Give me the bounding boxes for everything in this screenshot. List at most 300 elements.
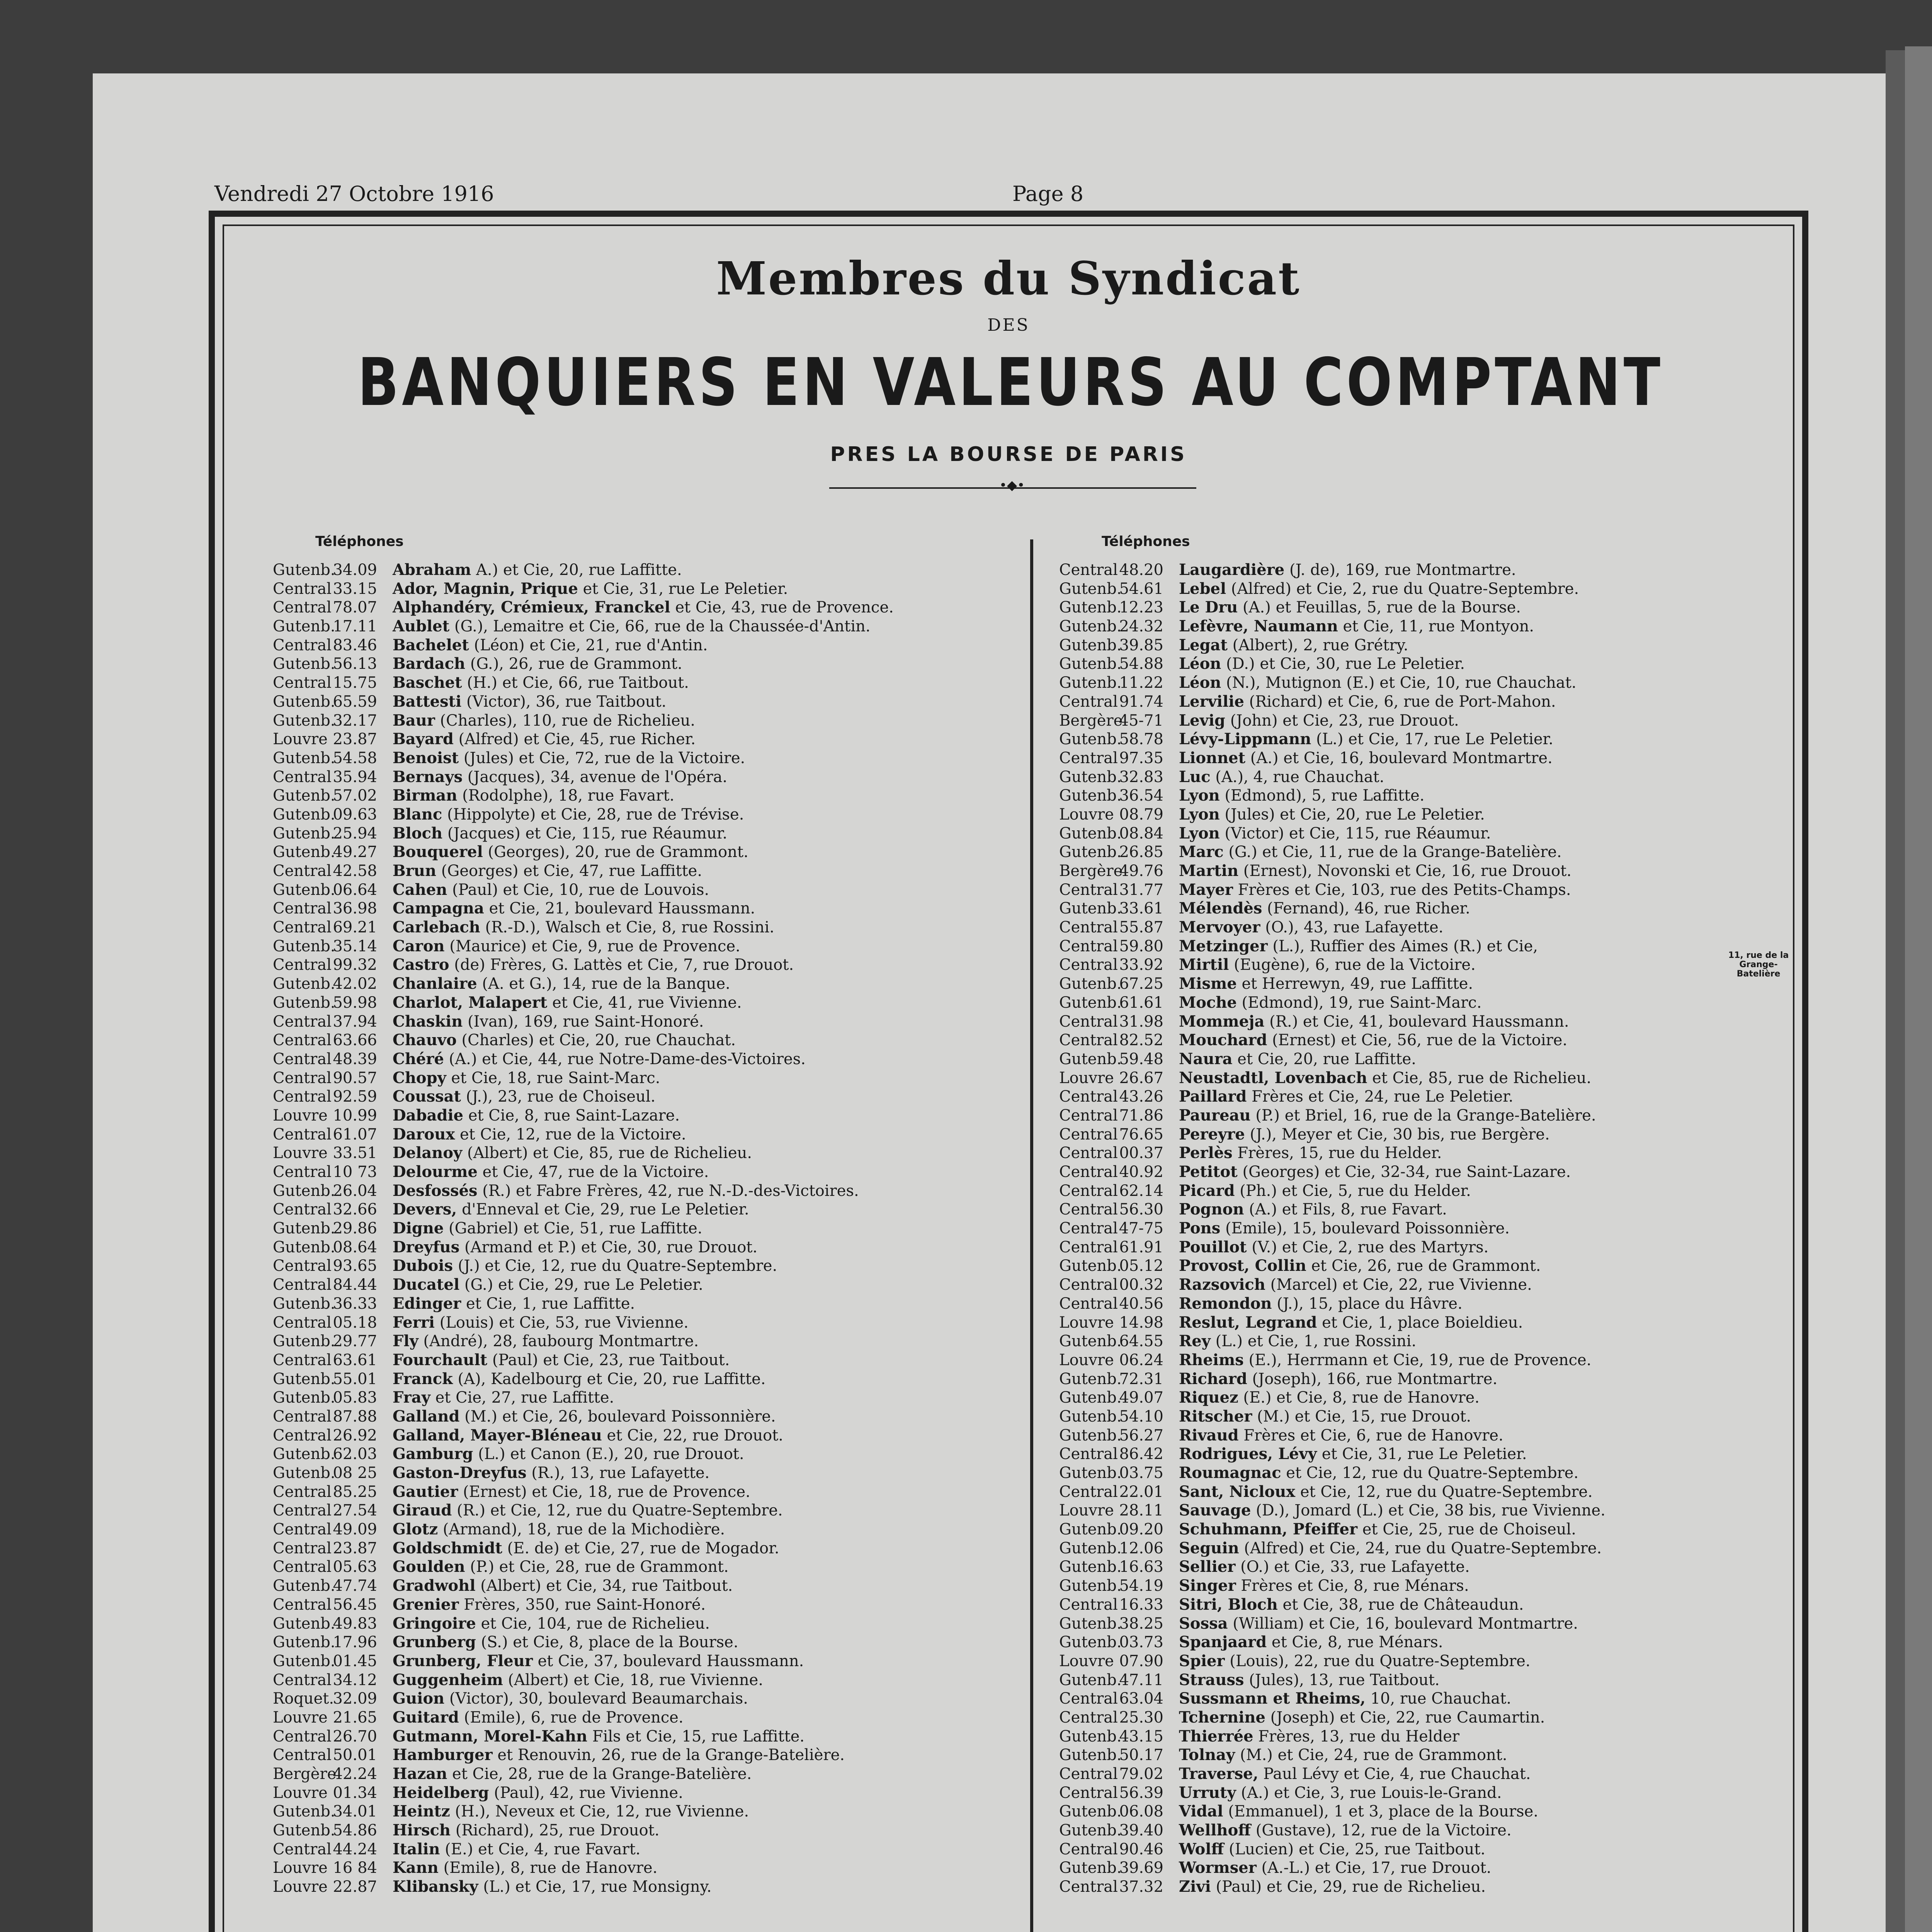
member-name: Aublet xyxy=(393,617,450,636)
member-entry xyxy=(273,1878,1007,1896)
phone-number: 47.11 xyxy=(1119,1671,1163,1689)
member-name: Metzinger xyxy=(1179,937,1268,955)
member-name: Kann xyxy=(393,1859,439,1877)
exchange-name: Central xyxy=(273,580,332,598)
member-name: Mirtil xyxy=(1179,956,1229,974)
member-entry xyxy=(273,768,1007,787)
member-entry xyxy=(1059,1163,1793,1182)
member-entry xyxy=(273,1689,1007,1708)
exchange-name: Central xyxy=(273,1520,332,1539)
member-entry xyxy=(1059,918,1793,937)
phone-number: 11.22 xyxy=(1119,674,1163,692)
member-entry xyxy=(273,975,1007,993)
phone-number: 42.24 xyxy=(333,1765,377,1783)
member-address: (E.) et Cie, 8, rue de Hanovre. xyxy=(1238,1389,1480,1407)
member-address: (G.), 26, rue de Grammont. xyxy=(465,655,682,673)
member-address: et Cie, 25, rue de Choiseul. xyxy=(1357,1520,1577,1539)
member-address: et Cie, 20, rue Laffitte. xyxy=(1232,1050,1416,1068)
exchange-name: Gutenb. xyxy=(1059,824,1122,842)
member-entry xyxy=(273,1012,1007,1031)
member-name: Battesti xyxy=(393,692,462,711)
member-entry xyxy=(1059,1069,1793,1088)
member-entry xyxy=(1059,1483,1793,1502)
member-name: Grunberg xyxy=(393,1633,476,1651)
member-address: Fils et Cie, 15, rue Laffitte. xyxy=(587,1727,805,1745)
member-line xyxy=(393,1445,744,1464)
member-address: (Georges) et Cie, 47, rue Laffitte. xyxy=(436,862,702,880)
member-address: (Alfred) et Cie, 45, rue Richer. xyxy=(453,730,696,748)
member-name: Goldschmidt xyxy=(393,1539,502,1557)
phone-number: 47-75 xyxy=(1119,1219,1163,1238)
exchange-name: Central xyxy=(273,1840,332,1858)
exchange-name: Bergère xyxy=(1059,711,1123,730)
member-name: Goulden xyxy=(393,1558,465,1576)
member-name: Lyon xyxy=(1179,824,1220,842)
member-line xyxy=(393,843,748,862)
member-address: (Emmanuel), 1 et 3, place de la Bourse. xyxy=(1223,1803,1539,1821)
member-address: (Lucien) et Cie, 25, rue Taitbout. xyxy=(1224,1840,1486,1858)
phone-number: 58.78 xyxy=(1119,730,1163,748)
member-name: Gradwohl xyxy=(393,1577,476,1595)
member-entry xyxy=(273,1050,1007,1069)
exchange-name: Central xyxy=(1059,1201,1118,1219)
member-name: Spier xyxy=(1179,1651,1225,1670)
member-address: et Cie, 26, rue de Grammont. xyxy=(1306,1257,1541,1275)
member-line xyxy=(393,975,730,993)
member-entry xyxy=(1059,956,1793,975)
exchange-name: Central xyxy=(273,1351,332,1369)
member-name: Rheims xyxy=(1179,1350,1244,1369)
member-entry xyxy=(1059,636,1793,655)
exchange-name: Central xyxy=(1059,1106,1118,1124)
member-address: et Cie, 47, rue de la Victoire. xyxy=(477,1163,709,1181)
phone-number: 32.66 xyxy=(333,1201,377,1219)
exchange-name: Gutenb. xyxy=(1059,1577,1122,1595)
member-name: Baur xyxy=(393,711,435,730)
phone-number: 32.17 xyxy=(333,711,377,730)
exchange-name: Gutenb. xyxy=(1059,1558,1122,1576)
member-entry xyxy=(273,617,1007,636)
exchange-name: Gutenb. xyxy=(1059,1370,1122,1388)
member-address: (P.) et Cie, 28, rue de Grammont. xyxy=(465,1558,729,1576)
member-line xyxy=(1179,918,1443,937)
phone-number: 63.66 xyxy=(333,1031,377,1049)
member-line xyxy=(1179,1106,1596,1125)
exchange-name: Gutenb. xyxy=(1059,674,1122,692)
member-name: Thierrée xyxy=(1179,1727,1253,1745)
member-entry xyxy=(1059,1294,1793,1313)
phone-number: 17.96 xyxy=(333,1633,377,1651)
member-line xyxy=(1179,561,1516,580)
member-address: (Gustave), 12, rue de la Victoire. xyxy=(1251,1821,1512,1840)
exchange-name: Central xyxy=(1059,1840,1118,1858)
member-entry xyxy=(273,1426,1007,1445)
member-entry xyxy=(1059,1313,1793,1332)
member-name: Guitard xyxy=(393,1708,459,1726)
member-address: (L.) et Canon (E.), 20, rue Drouot. xyxy=(473,1445,744,1463)
member-address: et Cie, 12, rue de la Victoire. xyxy=(455,1125,686,1143)
member-line xyxy=(393,1878,712,1896)
member-line xyxy=(393,1200,749,1219)
phone-number: 86.42 xyxy=(1119,1445,1163,1463)
member-address: (M.) et Cie, 24, rue de Grammont. xyxy=(1235,1746,1507,1764)
member-name: Razsovich xyxy=(1179,1276,1265,1294)
phone-number: 40.92 xyxy=(1119,1163,1163,1181)
member-entry xyxy=(273,1840,1007,1859)
member-line xyxy=(1179,768,1384,787)
phone-number: 49.07 xyxy=(1119,1389,1163,1407)
member-name: Wellhoff xyxy=(1179,1821,1251,1840)
member-address: et Cie, 11, rue Montyon. xyxy=(1338,617,1534,636)
member-entry xyxy=(1059,1050,1793,1069)
member-address: (Charles) et Cie, 20, rue Chauchat. xyxy=(456,1031,736,1049)
member-address: (Jacques), 34, avenue de l'Opéra. xyxy=(463,768,728,786)
member-name: Naura xyxy=(1179,1049,1233,1068)
member-address: d'Enneval et Cie, 29, rue Le Peletier. xyxy=(457,1201,749,1219)
member-name: Ferri xyxy=(393,1313,435,1332)
phone-number: 08.84 xyxy=(1119,824,1163,842)
member-line xyxy=(393,1313,689,1332)
phone-number: 56.27 xyxy=(1119,1426,1163,1444)
member-name: Martin xyxy=(1179,862,1239,880)
member-line xyxy=(393,711,695,730)
member-entry xyxy=(273,1407,1007,1426)
member-entry xyxy=(1059,993,1793,1012)
masthead-subtitle: BANQUIERS EN VALEURS AU COMPTANT xyxy=(357,344,1664,421)
member-entry xyxy=(1059,1087,1793,1106)
exchange-name: Central xyxy=(273,1050,332,1068)
member-name: Urruty xyxy=(1179,1783,1236,1802)
phone-number: 08.64 xyxy=(333,1238,377,1256)
member-name: Misme xyxy=(1179,975,1237,993)
member-line xyxy=(1179,655,1465,673)
member-entry xyxy=(1059,975,1793,993)
phone-number: 03.73 xyxy=(1119,1633,1163,1651)
member-line xyxy=(1179,1821,1512,1840)
member-name: Bouquerel xyxy=(393,843,483,861)
member-name: Sitri, Bloch xyxy=(1179,1595,1278,1614)
member-line xyxy=(1179,1802,1538,1821)
member-entry xyxy=(273,1671,1007,1690)
member-address: (P.) et Briel, 16, rue de la Grange-Batelière. xyxy=(1250,1106,1596,1124)
member-entry xyxy=(1059,1671,1793,1690)
member-address: et Cie, 37, boulevard Haussmann. xyxy=(532,1652,804,1670)
member-entry xyxy=(1059,655,1793,673)
member-address: (J. de), 169, rue Montmartre. xyxy=(1284,561,1516,579)
phone-number: 05.12 xyxy=(1119,1257,1163,1275)
exchange-name: Louvre xyxy=(273,1878,328,1896)
member-entry xyxy=(273,843,1007,862)
member-address: et Cie, 31, rue Le Peletier. xyxy=(1317,1445,1527,1463)
member-entry xyxy=(1059,1784,1793,1803)
member-entry xyxy=(1059,843,1793,862)
page-number: Page 8 xyxy=(1012,182,1084,206)
masthead-des: DES xyxy=(987,315,1030,335)
member-name: Fly xyxy=(393,1332,418,1350)
member-entry xyxy=(1059,1727,1793,1746)
member-address: (André), 28, faubourg Montmartre. xyxy=(418,1332,699,1350)
member-address: (A.) et Cie, 44, rue Notre-Dame-des-Victoires. xyxy=(444,1050,806,1068)
member-line xyxy=(1179,580,1579,599)
phone-number: 93.65 xyxy=(333,1257,377,1275)
member-name: Klibansky xyxy=(393,1878,478,1896)
member-address: Frères et Cie, 6, rue de Hanovre. xyxy=(1238,1426,1503,1444)
member-name: Tchernine xyxy=(1179,1708,1265,1726)
member-address: (Hippolyte) et Cie, 28, rue de Trévise. xyxy=(442,805,744,823)
exchange-name: Bergère xyxy=(273,1765,337,1783)
exchange-name: Gutenb. xyxy=(273,1614,335,1633)
member-entry xyxy=(1059,1426,1793,1445)
metzinger-address-note: 11, rue de la Grange-Batelière xyxy=(1728,951,1789,979)
member-name: Sauvage xyxy=(1179,1501,1251,1520)
member-line xyxy=(1179,1878,1486,1896)
member-line xyxy=(393,617,871,636)
member-entry xyxy=(1059,1520,1793,1539)
member-address: (R.), 13, rue Lafayette. xyxy=(526,1464,710,1482)
member-entry xyxy=(1059,561,1793,580)
member-name: Lebel xyxy=(1179,579,1226,598)
exchange-name: Central xyxy=(1059,1294,1118,1313)
member-name: Birman xyxy=(393,786,457,805)
exchange-name: Gutenb. xyxy=(1059,768,1122,786)
phone-number: 55.01 xyxy=(333,1370,377,1388)
member-name: Lyon xyxy=(1179,805,1220,823)
exchange-name: Gutenb. xyxy=(1059,1389,1122,1407)
member-line xyxy=(1179,937,1538,956)
member-name: Mervoyer xyxy=(1179,918,1260,937)
member-name: Luc xyxy=(1179,767,1211,786)
member-line xyxy=(393,1840,640,1859)
member-entry xyxy=(1059,730,1793,749)
exchange-name: Central xyxy=(273,1502,332,1520)
member-name: Petitot xyxy=(1179,1163,1238,1181)
phone-number: 16.33 xyxy=(1119,1595,1163,1614)
member-entry xyxy=(1059,1219,1793,1238)
member-entry xyxy=(1059,1182,1793,1201)
exchange-name: Gutenb. xyxy=(273,1370,335,1388)
exchange-name: Gutenb. xyxy=(273,843,335,861)
member-address: (Ivan), 169, rue Saint-Honoré. xyxy=(463,1012,704,1031)
member-address: (Louis) et Cie, 53, rue Vivienne. xyxy=(435,1313,689,1332)
member-address: (Albert) et Cie, 34, rue Taitbout. xyxy=(475,1577,733,1595)
member-address: (Paul) et Cie, 10, rue de Louvois. xyxy=(447,881,709,899)
exchange-name: Gutenb. xyxy=(1059,1464,1122,1482)
member-line xyxy=(393,1407,776,1426)
member-name: Cahen xyxy=(393,880,447,899)
member-address: (Jules) et Cie, 20, rue Le Peletier. xyxy=(1219,805,1485,823)
member-name: Abraham xyxy=(393,561,471,579)
member-line xyxy=(393,1163,709,1182)
member-entry xyxy=(273,862,1007,881)
phone-number: 16.63 xyxy=(1119,1558,1163,1576)
member-address: (M.) et Cie, 26, boulevard Poissonnière. xyxy=(459,1407,776,1425)
member-address: (Fernand), 46, rue Richer. xyxy=(1262,900,1470,918)
member-address: (Albert) et Cie, 85, rue de Richelieu. xyxy=(462,1144,752,1162)
member-entry xyxy=(273,1859,1007,1878)
member-address: (E.) et Cie, 4, rue Favart. xyxy=(440,1840,641,1858)
exchange-name: Central xyxy=(273,1483,332,1501)
member-entry xyxy=(273,655,1007,673)
phone-number: 56.45 xyxy=(333,1595,377,1614)
member-name: Gutmann, Morel-Kahn xyxy=(393,1727,588,1745)
phone-number: 08.79 xyxy=(1119,805,1163,823)
phone-number: 82.52 xyxy=(1119,1031,1163,1049)
member-address: et Cie, 28, rue de la Grange-Batelière. xyxy=(447,1765,752,1783)
member-line xyxy=(1179,1276,1532,1294)
member-entry xyxy=(1059,1821,1793,1840)
exchange-name: Louvre xyxy=(273,1784,328,1802)
member-address: 10, rue Chauchat. xyxy=(1365,1690,1512,1708)
member-address: (G.), Lemaitre et Cie, 66, rue de la Chaussée-d'Antin. xyxy=(449,617,871,636)
member-name: Singer xyxy=(1179,1577,1236,1595)
telephones-heading-right: Téléphones xyxy=(1102,534,1190,549)
phone-number: 26.92 xyxy=(333,1426,377,1444)
exchange-name: Gutenb. xyxy=(1059,975,1122,993)
exchange-name: Central xyxy=(273,1671,332,1689)
exchange-name: Louvre xyxy=(273,1708,328,1726)
member-address: Frères et Cie, 103, rue des Petits-Champs. xyxy=(1233,881,1571,899)
phone-number: 42.58 xyxy=(333,862,377,880)
member-address: (R.) et Fabre Frères, 42, rue N.-D.-des-Victoires. xyxy=(477,1182,859,1200)
member-address: (A.) et Cie, 16, boulevard Montmartre. xyxy=(1245,749,1553,767)
member-name: Pouillot xyxy=(1179,1238,1247,1256)
member-name: Glotz xyxy=(393,1520,438,1539)
member-address: (A.) et Cie, 3, rue Louis-le-Grand. xyxy=(1236,1784,1502,1802)
member-entry xyxy=(1059,580,1793,599)
exchange-name: Central xyxy=(1059,956,1118,974)
member-entry xyxy=(273,1520,1007,1539)
member-name: Pons xyxy=(1179,1219,1221,1238)
phone-number: 63.61 xyxy=(333,1351,377,1369)
member-entry xyxy=(273,1445,1007,1464)
member-line xyxy=(393,1821,660,1840)
member-name: Giraud xyxy=(393,1501,452,1520)
member-name: Franck xyxy=(393,1369,453,1388)
member-line xyxy=(393,1671,763,1690)
member-entry xyxy=(273,730,1007,749)
member-name: Chaskin xyxy=(393,1012,463,1031)
member-name: Digne xyxy=(393,1219,444,1238)
member-address: (Paul), 42, rue Vivienne. xyxy=(489,1784,683,1802)
member-line xyxy=(393,1765,752,1784)
member-address: et Cie, 8, rue Saint-Lazare. xyxy=(463,1106,680,1124)
member-name: Gaston-Dreyfus xyxy=(393,1464,527,1482)
member-name: Sussmann et Rheims, xyxy=(1179,1689,1366,1708)
exchange-name: Central xyxy=(1059,1784,1118,1802)
phone-number: 39.40 xyxy=(1119,1821,1163,1840)
member-entry xyxy=(1059,1689,1793,1708)
phone-number: 54.10 xyxy=(1119,1407,1163,1425)
member-line xyxy=(1179,1087,1514,1106)
member-line xyxy=(393,1577,733,1595)
member-entry xyxy=(1059,1708,1793,1727)
member-entry xyxy=(1059,673,1793,692)
member-address: Frères, 15, rue du Helder. xyxy=(1232,1144,1442,1162)
member-name: Zivi xyxy=(1179,1878,1211,1896)
member-entry xyxy=(273,1200,1007,1219)
member-name: Léon xyxy=(1179,673,1221,692)
member-line xyxy=(393,1595,706,1614)
phone-number: 56.13 xyxy=(333,655,377,673)
member-address: (L.) et Cie, 1, rue Rossini. xyxy=(1210,1332,1417,1350)
member-line xyxy=(393,1746,845,1765)
member-line xyxy=(1179,899,1470,918)
phone-number: 01.45 xyxy=(333,1652,377,1670)
member-name: Neustadtl, Lovenbach xyxy=(1179,1068,1367,1087)
member-name: Lionnet xyxy=(1179,748,1246,767)
phone-number: 76.65 xyxy=(1119,1125,1163,1143)
member-name: Roumagnac xyxy=(1179,1464,1281,1482)
phone-number: 50.01 xyxy=(333,1746,377,1764)
member-entry xyxy=(1059,1276,1793,1294)
exchange-name: Bergère xyxy=(1059,862,1123,880)
phone-number: 39.69 xyxy=(1119,1859,1163,1877)
member-entry xyxy=(273,1332,1007,1351)
exchange-name: Central xyxy=(273,1276,332,1294)
member-line xyxy=(1179,598,1521,617)
member-entry xyxy=(273,786,1007,805)
exchange-name: Gutenb. xyxy=(1059,1821,1122,1840)
phone-number: 26.67 xyxy=(1119,1069,1163,1087)
member-address: et Renouvin, 26, rue de la Grange-Batelière. xyxy=(492,1746,845,1764)
member-line xyxy=(393,1859,657,1878)
member-address: (G.) et Cie, 29, rue Le Peletier. xyxy=(459,1276,703,1294)
member-line xyxy=(393,1238,757,1257)
exchange-name: Gutenb. xyxy=(273,1803,335,1821)
member-entry xyxy=(1059,1407,1793,1426)
member-name: Fray xyxy=(393,1388,430,1407)
phone-number: 39.85 xyxy=(1119,636,1163,654)
member-line xyxy=(1179,1257,1541,1276)
member-entry xyxy=(273,1219,1007,1238)
member-name: Guion xyxy=(393,1689,445,1708)
member-name: Rodrigues, Lévy xyxy=(1179,1445,1317,1463)
member-line xyxy=(393,1050,806,1069)
member-name: Sant, Nicloux xyxy=(1179,1482,1296,1501)
member-line xyxy=(1179,1294,1463,1313)
member-entry xyxy=(1059,881,1793,900)
exchange-name: Gutenb. xyxy=(273,1389,335,1407)
exchange-name: Gutenb. xyxy=(1059,1803,1122,1821)
member-address: (Victor), 36, rue Taitbout. xyxy=(461,692,667,711)
member-line xyxy=(1179,1671,1440,1690)
member-address: (A.) et Fils, 8, rue Favart. xyxy=(1244,1201,1447,1219)
exchange-name: Gutenb. xyxy=(273,711,335,730)
member-entry xyxy=(1059,1031,1793,1050)
member-line xyxy=(1179,1577,1469,1595)
member-entry xyxy=(273,1821,1007,1840)
member-line xyxy=(393,1351,730,1370)
member-name: Hamburger xyxy=(393,1746,493,1764)
member-address: Frères et Cie, 24, rue Le Peletier. xyxy=(1247,1088,1514,1106)
phone-number: 65.59 xyxy=(333,692,377,711)
phone-number: 43.15 xyxy=(1119,1727,1163,1745)
member-name: Rey xyxy=(1179,1332,1211,1350)
member-line xyxy=(1179,956,1476,975)
phone-number: 84.44 xyxy=(333,1276,377,1294)
member-entry xyxy=(1059,1614,1793,1633)
member-name: Chauvo xyxy=(393,1031,457,1049)
member-address: Frères, 13, rue du Helder xyxy=(1253,1727,1459,1745)
member-line xyxy=(1179,749,1553,768)
exchange-name: Central xyxy=(273,918,332,937)
member-address: Paul Lévy et Cie, 4, rue Chauchat. xyxy=(1258,1765,1531,1783)
exchange-name: Louvre xyxy=(273,1859,328,1877)
phone-number: 05.63 xyxy=(333,1558,377,1576)
member-name: Galland xyxy=(393,1407,460,1425)
phone-number: 00.37 xyxy=(1119,1144,1163,1162)
exchange-name: Central xyxy=(273,768,332,786)
